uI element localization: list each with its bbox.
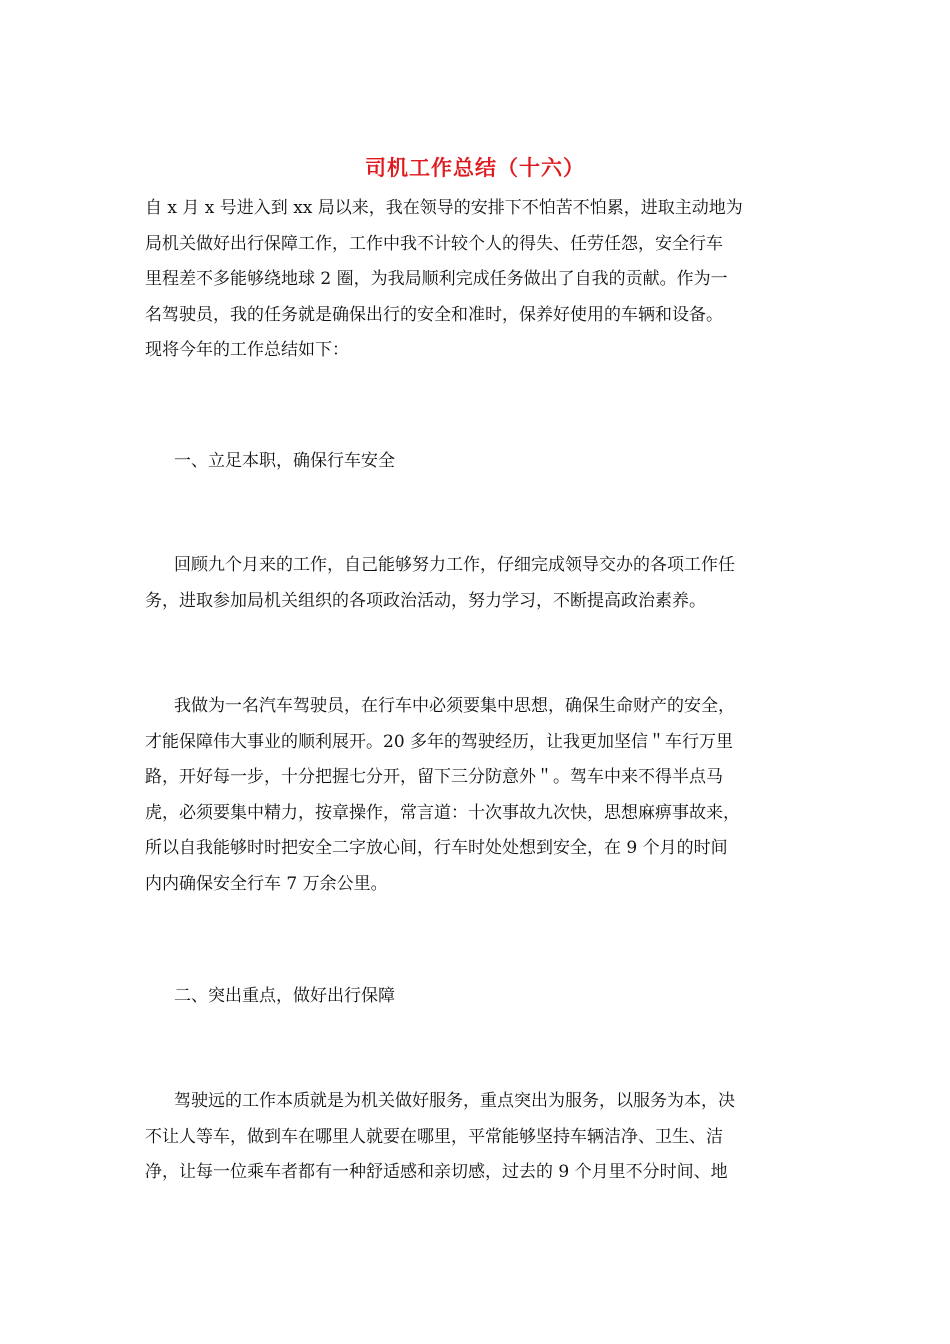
section-heading-text: 一、立足本职，确保行车安全 bbox=[174, 451, 395, 471]
paragraph-line: 虎，必须要集中精力，按章操作，常言道：十次事故九次快，思想麻痹事故来， bbox=[145, 802, 740, 823]
intro-line: 名驾驶员，我的任务就是确保出行的安全和准时，保养好使用的车辆和设备。 bbox=[145, 304, 723, 325]
intro-paragraph bbox=[145, 191, 807, 369]
paragraph-line: 回顾九个月来的工作，自己能够努力工作，仔细完成领导交办的各项工作任 bbox=[174, 555, 735, 575]
intro-line: 自 x 月 x 号进入到 xx 局以来，我在领导的安排下不怕苦不怕累，进取主动地为 bbox=[145, 198, 743, 218]
section-heading-text: 二、突出重点，做好出行保障 bbox=[174, 986, 395, 1006]
paragraph-2-continuation bbox=[145, 725, 807, 903]
section-heading-2 bbox=[145, 979, 836, 1015]
paragraph-1 bbox=[145, 548, 836, 584]
intro-line: 现将今年的工作总结如下： bbox=[145, 340, 349, 360]
paragraph-line: 不让人等车，做到车在哪里人就要在哪里，平常能够坚持车辆洁净、卫生、洁 bbox=[145, 1126, 723, 1147]
paragraph-3-continuation bbox=[145, 1120, 807, 1191]
paragraph-line: 驾驶远的工作本质就是为机关做好服务，重点突出为服务，以服务为本，决 bbox=[174, 1091, 735, 1111]
paragraph-line: 内内确保安全行车 7 万余公里。 bbox=[145, 873, 388, 894]
paragraph-2 bbox=[145, 689, 836, 725]
paragraph-line: 路，开好每一步，十分把握七分开，留下三分防意外＂。驾车中来不得半点马 bbox=[145, 767, 723, 787]
intro-line: 局机关做好出行保障工作，工作中我不计较个人的得失、任劳任怨，安全行车 bbox=[145, 233, 723, 254]
document-title: 司机工作总结（十六） bbox=[365, 155, 585, 180]
intro-line: 里程差不多能够绕地球 2 圈，为我局顺利完成任务做出了自我的贡献。作为一 bbox=[145, 269, 728, 289]
paragraph-line: 才能保障伟大事业的顺利展开。20 多年的驾驶经历，让我更加坚信＂车行万里 bbox=[145, 731, 734, 752]
paragraph-line: 所以自我能够时时把安全二字放心间，行车时处处想到安全，在 9 个月的时间 bbox=[145, 838, 728, 858]
paragraph-line: 我做为一名汽车驾驶员，在行车中必须要集中思想，确保生命财产的安全， bbox=[174, 696, 735, 716]
section-heading-1 bbox=[145, 444, 836, 480]
paragraph-1-continuation bbox=[145, 584, 807, 620]
paragraph-line: 净，让每一位乘车者都有一种舒适感和亲切感，过去的 9 个月里不分时间、地 bbox=[145, 1162, 728, 1182]
paragraph-line: 务，进取参加局机关组织的各项政治活动，努力学习，不断提高政治素养。 bbox=[145, 590, 706, 611]
paragraph-3 bbox=[145, 1084, 836, 1120]
